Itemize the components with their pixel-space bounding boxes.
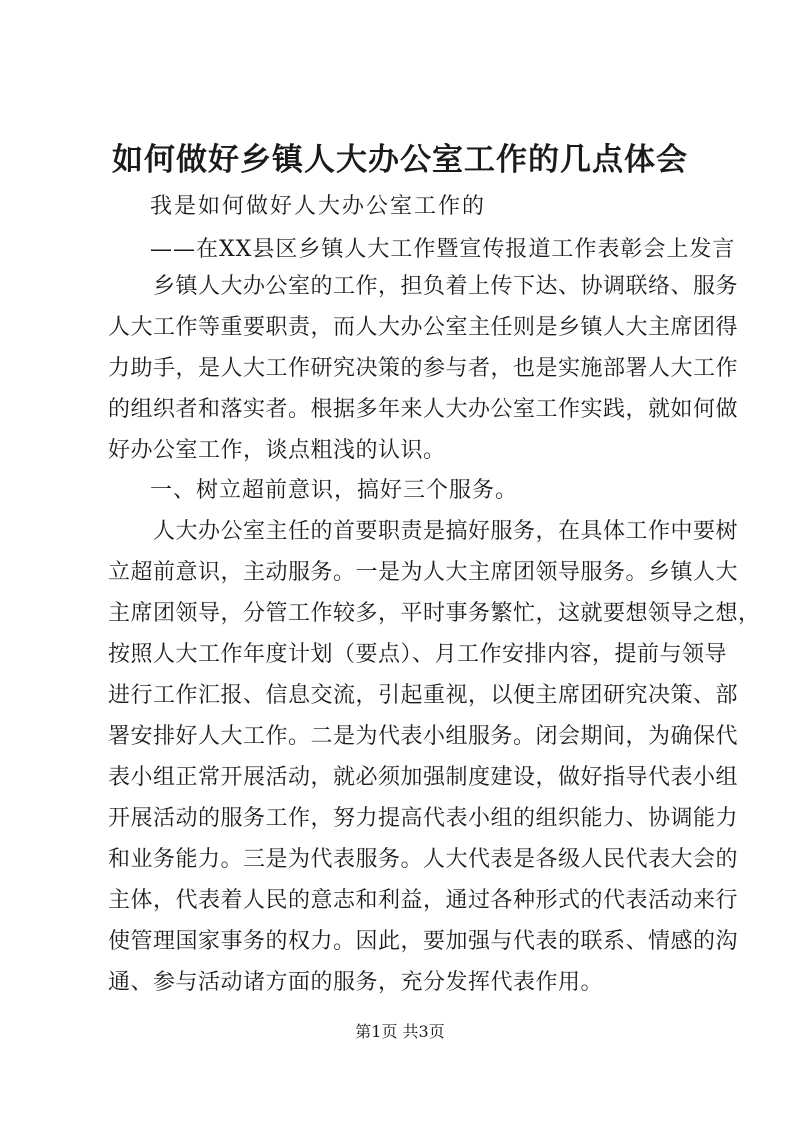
paragraph-line: 人大办公室主任的首要职责是搞好服务，在具体工作中要树 (108, 519, 739, 544)
document-subtitle-speech: ——在XX县区乡镇人大工作暨宣传报道工作表彰会上发言 (150, 237, 736, 262)
paragraph-intro (108, 266, 739, 471)
paragraph-line: 通、参与活动诸方面的服务，充分发挥代表作用。 (108, 970, 604, 995)
paragraph-line: 乡镇人大办公室的工作，担负着上传下达、协调联络、服务 (108, 274, 739, 299)
section-heading-1: 一、树立超前意识，搞好三个服务。 (150, 478, 519, 503)
paragraph-line: 主席团领导，分管工作较多，平时事务繁忙，这就要想领导之想， (108, 601, 761, 626)
paragraph-line: 使管理国家事务的权力。因此，要加强与代表的联系、情感的沟 (108, 929, 739, 954)
paragraph-line: 开展活动的服务工作，努力提高代表小组的组织能力、协调能力 (108, 806, 739, 831)
paragraph-line: 进行工作汇报、信息交流，引起重视，以便主席团研究决策、部 (108, 683, 739, 708)
page-number-footer: 第1页 共3页 (355, 1022, 445, 1041)
document-title: 如何做好乡镇人大办公室工作的几点体会 (112, 142, 688, 178)
paragraph-line: 好办公室工作，谈点粗浅的认识。 (108, 438, 446, 463)
paragraph-line: 表小组正常开展活动，就必须加强制度建设，做好指导代表小组 (108, 765, 739, 790)
paragraph-line: 的组织者和落实者。根据多年来人大办公室工作实践，就如何做 (108, 397, 739, 422)
paragraph-line: 署安排好人大工作。二是为代表小组服务。闭会期间，为确保代 (108, 724, 739, 749)
paragraph-line: 按照人大工作年度计划（要点）、月工作安排内容，提前与领导 (108, 642, 728, 667)
document-subtitle: 我是如何做好人大办公室工作的 (150, 194, 487, 219)
paragraph-line: 和业务能力。三是为代表服务。人大代表是各级人民代表大会的 (108, 847, 739, 872)
paragraph-line: 主体，代表着人民的意志和利益，通过各种形式的代表活动来行 (108, 888, 739, 913)
paragraph-line: 人大工作等重要职责，而人大办公室主任则是乡镇人大主席团得 (108, 315, 739, 340)
paragraph-line: 力助手，是人大工作研究决策的参与者，也是实施部署人大工作 (108, 356, 739, 381)
paragraph-services (108, 511, 761, 1003)
paragraph-line: 立超前意识，主动服务。一是为人大主席团领导服务。乡镇人大 (108, 560, 739, 585)
